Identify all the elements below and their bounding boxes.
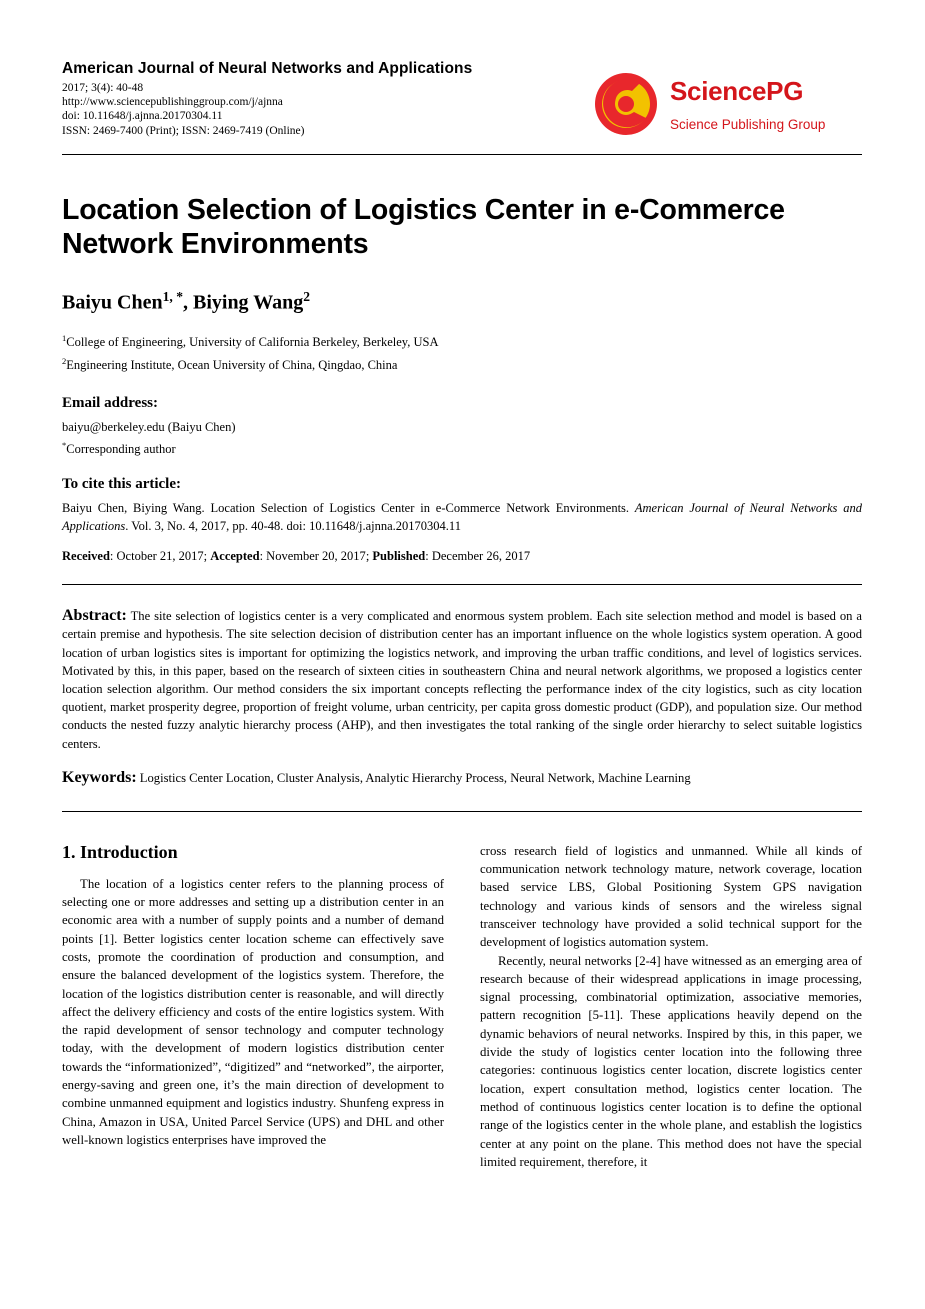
publication-dates <box>62 549 862 564</box>
issn-line: ISSN: 2469-7400 (Print); ISSN: 2469-7419 (Online) <box>62 124 305 137</box>
header-divider <box>62 154 862 155</box>
column-right <box>480 842 862 1171</box>
author-1-sup: 1, * <box>162 289 183 304</box>
accepted-sep: : <box>259 549 267 564</box>
body-columns <box>62 842 862 1171</box>
journal-title: American Journal of Neural Networks and Applications <box>62 60 473 77</box>
affiliation-2-sup: 2 <box>62 355 67 366</box>
citation-text <box>62 500 862 535</box>
publisher-logo <box>594 70 862 138</box>
published-date: December 26, 2017 <box>431 549 531 564</box>
author-1: Baiyu Chen <box>62 291 163 314</box>
received-sep: : <box>109 549 117 564</box>
published-sep: : <box>425 549 432 564</box>
citation-prefix: Baiyu Chen, Biying Wang. Location Selection of Logistics Center in e-Commerce Network Environments. <box>62 501 635 516</box>
paragraph: cross research field of logistics and unmanned. While all kinds of communication network technology mature, network coverage, location based service LBS, Global Positioning System GPS navigation technology and various kinds of sensors and the wireless signal transceiver technology have provided a solid technical support for the development of logistics automation system. <box>480 843 862 950</box>
abstract-divider-bottom <box>62 811 862 812</box>
accepted-label: Accepted <box>210 549 260 564</box>
paragraph: The location of a logistics center refers to the planning process of selecting one or more addresses and setting up a distribution center in an economic area with a number of supply points and a number of demand points [1]. Better logistics center location scheme can effectively save costs, promote the coordination of production and consumption, and ensure the balanced development of the logistics system. Therefore, the location of the logistics distribution center is reasonable, and will directly affect the delivery efficiency and costs of the entire logistics system. With the rapid development of sensor technology and computer technology today, with the development of modern logistics distribution center towards the “informationized”, “digitized” and “networked”, the airporter, energy-saving and green one, it’s the main direction of development to combine unmanned equipment and logistics industry. Shunfeng express in China, Amazon in USA, United Parcel Service (UPS) and DHL and other well-known logistics enterprises have improved the <box>62 876 444 1147</box>
received-date: October 21, 2017 <box>116 549 204 564</box>
abstract-block <box>62 607 862 787</box>
date-sep-2: ; <box>365 549 373 564</box>
affiliation-1-text: College of Engineering, University of California Berkeley, Berkeley, USA <box>66 334 439 349</box>
volume-line: 2017; 3(4): 40-48 <box>62 82 144 94</box>
affiliations <box>62 329 862 375</box>
abstract-divider-bottom-wrap <box>62 811 862 812</box>
affiliation-1-sup: 1 <box>62 332 67 343</box>
cite-heading: To cite this article: <box>62 476 181 493</box>
email-address[interactable]: baiyu@berkeley.edu (Baiyu Chen) <box>62 419 236 434</box>
masthead <box>62 60 862 146</box>
sciencepg-logo-icon <box>594 72 658 136</box>
publisher-tagline: Science Publishing Group <box>670 117 826 132</box>
affiliation-2-text: Engineering Institute, Ocean University of China, Qingdao, China <box>66 357 398 372</box>
citation-suffix: . Vol. 3, No. 4, 2017, pp. 40-48. doi: 10.11648/j.ajnna.20170304.11 <box>125 518 461 533</box>
abstract-body: The site selection of logistics center is a very complicated and enormous system problem. Each site selection method and model is based on a certain premise and hypothesis. The site selection decision of distribution center has an important influence on the whole logistics system operation. A good location of urban logistics sites is important for optimizing the logistics network, and improving the urban traffic conditions, and level of logistics services. Motivated by this, in this paper, based on the research of sixteen cities in southeastern China and neural network algorithms, we proposed a logistics center location selection algorithm. Our method considers the six important concepts reflecting the performance index of the city logistics, such as city location quotient, market prosperity degree, proportion of freight volume, urban centricity, per capita gross domestic product (GDP), and population size. Our method conducts the nested fuzzy analytic hierarchy process (AHP), and then investigates the total ranking of the single order hierarchy to select suitable logistics centers. <box>62 609 862 751</box>
keywords-label: Keywords: <box>62 768 137 786</box>
publisher-logo-text <box>670 76 825 132</box>
author-2: , Biying Wang <box>182 291 304 314</box>
published-label: Published <box>372 549 426 564</box>
page-title: Location Selection of Logistics Center in e-Commerce Network Environments <box>62 194 785 260</box>
date-sep-1: ; <box>203 549 211 564</box>
publisher-name: SciencePG <box>670 76 804 106</box>
affiliation-item <box>62 352 862 375</box>
section-heading-introduction: 1. Introduction <box>62 841 178 862</box>
column-left <box>62 842 444 1171</box>
page-content <box>62 60 862 1171</box>
email-heading: Email address: <box>62 394 158 411</box>
corresponding-author-note <box>62 436 862 458</box>
abstract-divider-top-wrap <box>62 584 862 585</box>
author-list <box>62 289 862 315</box>
author-2-sup: 2 <box>303 289 311 304</box>
corresponding-author-text: Corresponding author <box>66 442 176 457</box>
doi-line: doi: 10.11648/j.ajnna.20170304.11 <box>62 110 223 123</box>
keywords-text: Logistics Center Location, Cluster Analysis, Analytic Hierarchy Process, Neural Network, Machine Learning <box>136 770 691 785</box>
keywords-block <box>62 769 862 787</box>
paragraph: Recently, neural networks [2-4] have witnessed as an emerging area of research because of their widespread applications in image processing, signal processing, combinatorial optimization, associative memories, pattern recognition [5-11]. These applications heavily depend on the dynamic behaviors of neural networks. Inspired by this, in this paper, we divide the study of logistics center location into the following three categories: continuous logistics center location, discrete logistics center location, expert consultation method, logistics center location. The method of continuous logistics center location is to define the optional range of the logistics center in the whole plane, and establish the logistics center at any point on the plane. This method does not have the special limited requirement, therefore, it <box>480 953 862 1169</box>
received-label: Received <box>62 549 110 564</box>
accepted-date: November 20, 2017 <box>266 549 366 564</box>
journal-url[interactable]: http://www.sciencepublishinggroup.com/j/ajnna <box>62 96 283 109</box>
corresponding-author-sup: * <box>62 439 67 450</box>
affiliation-item <box>62 329 862 352</box>
abstract-divider-top <box>62 584 862 585</box>
citation-journal-italic: American Journal of Neural Networks and Applications <box>62 501 863 533</box>
abstract-label: Abstract: <box>62 607 127 625</box>
abstract-text <box>62 607 862 753</box>
